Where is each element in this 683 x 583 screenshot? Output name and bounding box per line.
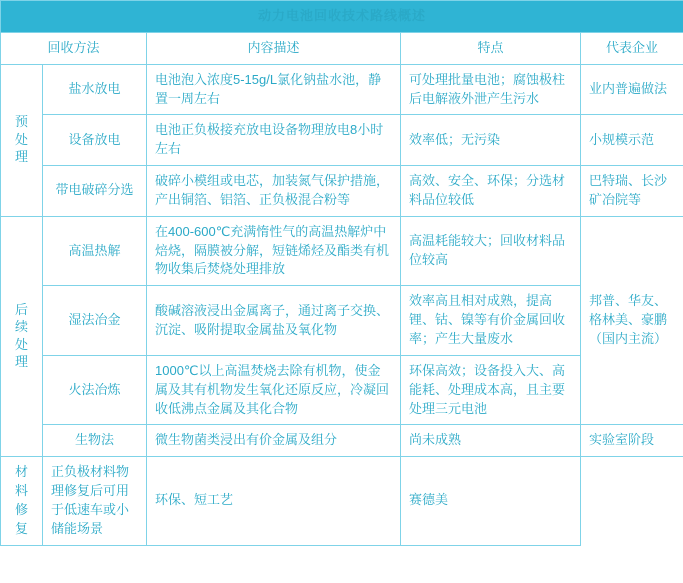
feature-cell: 环保、短工艺 [147, 457, 401, 545]
company-cell: 小规模示范 [581, 115, 683, 166]
description-cell: 正负极材料物理修复后可用于低速车或小储能场景 [43, 457, 147, 545]
table-row [1, 115, 683, 166]
description-cell: 酸碱溶液浸出金属离子，通过离子交换、沉淀、吸附提取金属盐及氧化物 [147, 286, 401, 356]
table-row [1, 64, 683, 115]
description-cell: 破碎小模组或电芯，加装氮气保护措施，产出铜箔、铝箔、正负极混合粉等 [147, 166, 401, 217]
method-cell: 带电破碎分选 [43, 166, 147, 217]
company-cell: 巴特瑞、长沙矿冶院等 [581, 166, 683, 217]
table-row [1, 166, 683, 217]
column-header-company: 代表企业 [581, 32, 683, 64]
feature-cell: 尚未成熟 [401, 425, 581, 457]
column-header-method: 回收方法 [1, 32, 147, 64]
company-cell: 业内普遍做法 [581, 64, 683, 115]
company-cell: 赛德美 [401, 457, 581, 545]
feature-cell: 效率低；无污染 [401, 115, 581, 166]
description-cell: 电池泡入浓度5-15g/L氯化钠盐水池，静置一周左右 [147, 64, 401, 115]
feature-cell: 可处理批量电池；腐蚀极柱后电解液外泄产生污水 [401, 64, 581, 115]
feature-cell: 效率高且相对成熟，提高锂、钴、镍等有价金属回收率；产生大量废水 [401, 286, 581, 356]
table-title-row [1, 1, 683, 33]
description-cell: 在400-600℃充满惰性气的高温热解炉中焙烧，隔膜被分解，短链烯烃及酯类有机物收集后焚烧处理排放 [147, 216, 401, 286]
stage-cell-pretreatment [1, 64, 43, 216]
page-title: 动力电池回收技术路线概述 [1, 1, 683, 33]
method-cell: 火法冶炼 [43, 355, 147, 425]
company-cell: 实验室阶段 [581, 425, 683, 457]
feature-cell: 高温耗能较大；回收材料品位较高 [401, 216, 581, 286]
company-cell: 邦普、华友、格林美、豪鹏（国内主流） [581, 216, 683, 425]
method-cell: 生物法 [43, 425, 147, 457]
stage-cell-post-treatment [1, 216, 43, 456]
table-row [1, 425, 683, 457]
description-cell: 微生物菌类浸出有价金属及组分 [147, 425, 401, 457]
description-cell: 电池正负极接充放电设备物理放电8小时左右 [147, 115, 401, 166]
method-cell: 湿法冶金 [43, 286, 147, 356]
method-cell: 高温热解 [43, 216, 147, 286]
method-cell: 设备放电 [43, 115, 147, 166]
description-cell: 1000℃以上高温焚烧去除有机物，使金属及其有机物发生氧化还原反应，冷凝回收低沸点金属及其化合物 [147, 355, 401, 425]
feature-cell: 环保高效；设备投入大、高能耗、处理成本高，且主要处理三元电池 [401, 355, 581, 425]
stage-label: 预处理 [14, 114, 28, 165]
column-header-description: 内容描述 [147, 32, 401, 64]
table-row [1, 216, 683, 286]
stage-label: 后续处理 [14, 301, 28, 370]
column-header-feature: 特点 [401, 32, 581, 64]
table-header-row [1, 32, 683, 64]
table-row [1, 457, 683, 545]
feature-cell: 高效、安全、环保；分选材料品位较低 [401, 166, 581, 217]
method-cell: 材料修复 [1, 457, 43, 545]
method-cell: 盐水放电 [43, 64, 147, 115]
